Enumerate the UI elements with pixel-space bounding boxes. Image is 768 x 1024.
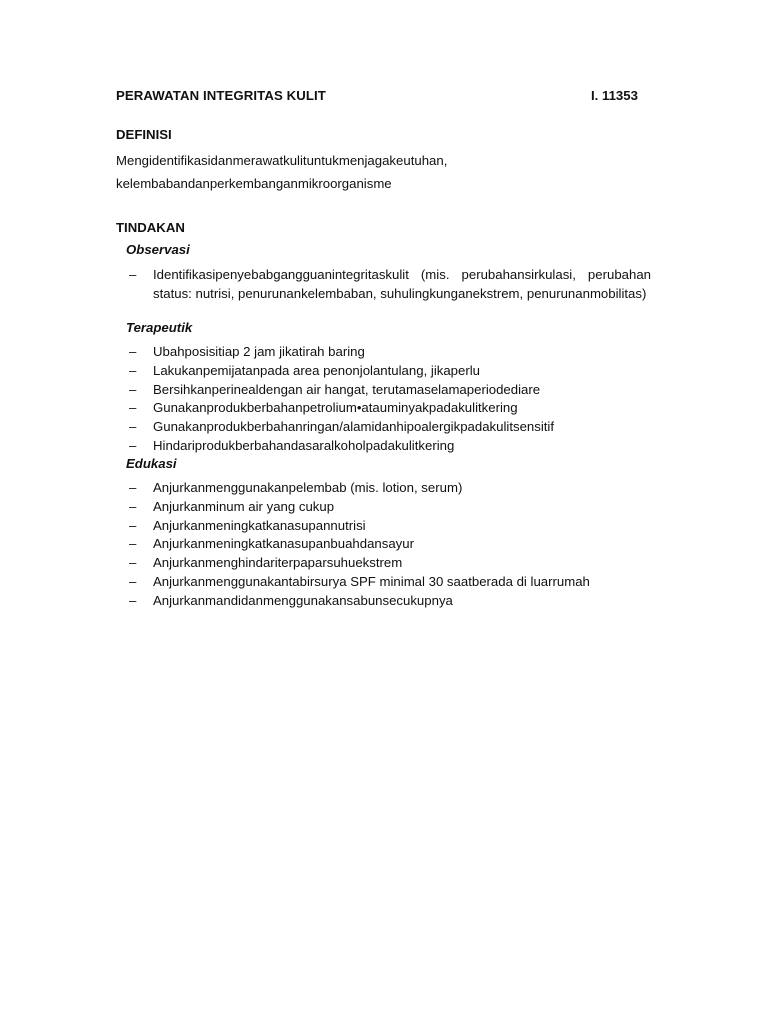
- list-item-text: Gunakanprodukberbahanpetrolium•atauminyakpadakulitkering: [153, 400, 518, 416]
- list-item-text: Hindariprodukberbahandasaralkoholpadakulitkering: [153, 437, 455, 453]
- list-item: [126, 418, 651, 437]
- list-item-text: Lakukanpemijatanpada area penonjolantulang, jikaperlu: [153, 362, 481, 378]
- edukasi-list: [126, 479, 651, 611]
- terapeutik-list: [126, 343, 651, 456]
- dash-bullet: –: [129, 400, 137, 416]
- document-title: PERAWATAN INTEGRITAS KULIT: [116, 88, 326, 103]
- list-item-text: Anjurkanminum air yang cukup: [153, 498, 335, 514]
- list-item-text: Ubahposisitiap 2 jam jikatirah baring: [153, 344, 365, 359]
- list-item-text: Anjurkanmandidanmenggunakansabunsecukupnya: [153, 592, 453, 608]
- list-item: [126, 266, 651, 304]
- list-item: [126, 554, 651, 573]
- list-item: [126, 362, 651, 381]
- list-item-text: Gunakanprodukberbahanringan/alamidanhipoalergikpadakulitsensitif: [153, 419, 555, 435]
- list-item-text: Anjurkanmenggunakantabirsurya SPF minimal 30 saatberada di luarrumah: [153, 573, 590, 589]
- dash-bullet: –: [129, 517, 137, 533]
- tindakan-heading: TINDAKAN: [116, 220, 185, 235]
- list-item: [126, 479, 651, 498]
- observasi-list: [126, 266, 651, 304]
- list-item: [126, 437, 651, 456]
- dash-bullet: –: [129, 592, 137, 608]
- dash-bullet: –: [129, 498, 137, 514]
- observasi-heading: Observasi: [126, 242, 190, 257]
- list-item-text: Anjurkanmenghindariterpaparsuhuekstrem: [153, 555, 403, 571]
- dash-bullet: –: [129, 480, 137, 495]
- list-item-text: Anjurkanmeningkatkanasupanbuahdansayur: [153, 536, 415, 552]
- list-item: [126, 399, 651, 418]
- list-item: [126, 498, 651, 517]
- dash-bullet: –: [129, 536, 137, 552]
- list-item-text: Identifikasipenyebabgangguanintegritaskulit (mis. perubahansirkulasi, perubahan status: nutrisi, penurunankelembaban, suhulingkunganekstrem, penurunanmobilitas): [153, 267, 651, 301]
- list-item-text: Anjurkanmenggunakanpelembab (mis. lotion, serum): [153, 480, 463, 495]
- dash-bullet: –: [129, 362, 137, 378]
- list-item: [126, 535, 651, 554]
- dash-bullet: –: [129, 555, 137, 571]
- list-item: [126, 592, 651, 611]
- list-item-text: Anjurkanmeningkatkanasupannutrisi: [153, 517, 366, 533]
- dash-bullet: –: [129, 267, 137, 282]
- dash-bullet: –: [129, 573, 137, 589]
- document-code: I. 11353: [591, 88, 638, 103]
- list-item: [126, 517, 651, 536]
- dash-bullet: –: [129, 419, 137, 435]
- dash-bullet: –: [129, 381, 137, 397]
- terapeutik-heading: Terapeutik: [126, 320, 193, 335]
- definisi-heading: DEFINISI: [116, 127, 172, 142]
- list-item: [126, 381, 651, 400]
- dash-bullet: –: [129, 344, 137, 359]
- list-item-text: Bersihkanperinealdengan air hangat, terutamaselamaperiodediare: [153, 381, 541, 397]
- edukasi-heading: Edukasi: [126, 456, 177, 471]
- list-item: [126, 343, 651, 362]
- definisi-line-2: kelembabandanperkembanganmikroorganisme: [116, 176, 392, 191]
- dash-bullet: –: [129, 437, 137, 453]
- list-item: [126, 573, 651, 592]
- definisi-line-1: Mengidentifikasidanmerawatkulituntukmenjagakeutuhan,: [116, 153, 448, 168]
